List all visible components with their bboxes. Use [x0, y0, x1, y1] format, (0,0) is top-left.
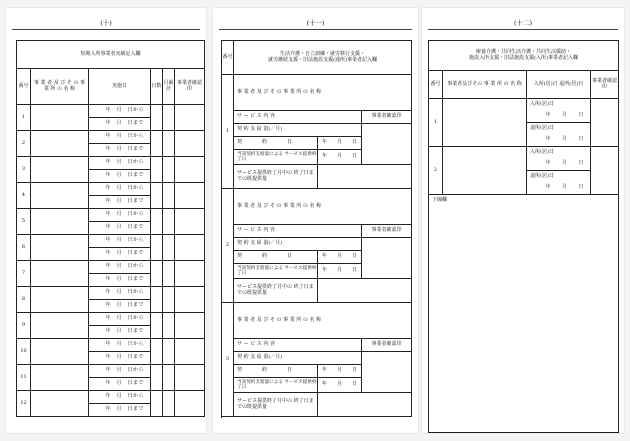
- days-cell[interactable]: [151, 131, 163, 157]
- seal-label: 事業者確認印: [362, 225, 412, 238]
- days-cell[interactable]: [151, 235, 163, 261]
- table-row: [17, 339, 205, 352]
- days-cell[interactable]: [151, 391, 163, 417]
- out-label: 退所(居)日: [527, 171, 591, 183]
- days-cell[interactable]: [151, 365, 163, 391]
- table-row: [17, 391, 205, 404]
- period-from: 年 月 日から: [89, 391, 151, 404]
- col-in-out: 入所(居)日 退所(居)日: [527, 71, 591, 99]
- leftover-cell[interactable]: [163, 287, 175, 313]
- panel-day-service: [213, 8, 418, 433]
- col-seal: 事業者確認印: [591, 71, 619, 99]
- divider: [428, 29, 618, 30]
- office-cell[interactable]: [31, 313, 89, 339]
- period-to: 年 月 日まで: [89, 196, 151, 209]
- seal-label: 事業者確認印: [362, 111, 412, 124]
- leftover-cell[interactable]: [163, 365, 175, 391]
- title-line-2: 施設入所支援・旧法施設支援(入所)事業者記入欄: [469, 54, 578, 61]
- out-date[interactable]: 年 月 日: [527, 183, 591, 195]
- period-from: 年 月 日から: [89, 287, 151, 300]
- seal-cell[interactable]: [591, 147, 619, 195]
- office-cell[interactable]: [31, 157, 89, 183]
- leftover-cell[interactable]: [163, 105, 175, 131]
- table-row: [17, 209, 205, 222]
- remaining-label: サービス提供終了月中の 終了日までの既提供量: [234, 393, 318, 417]
- end-date-value[interactable]: 年 月 日: [318, 150, 362, 165]
- col-seal: 事業者確認印: [175, 69, 205, 105]
- period-from: 年 月 日から: [89, 105, 151, 118]
- leftover-cell[interactable]: [163, 235, 175, 261]
- col-number: 番号: [17, 69, 31, 105]
- row-number: 1: [17, 105, 31, 131]
- leftover-cell[interactable]: [163, 313, 175, 339]
- seal-cell[interactable]: [362, 124, 412, 165]
- in-date[interactable]: 年 月 日: [527, 159, 591, 171]
- divider: [219, 29, 412, 30]
- period-to: 年 月 日まで: [89, 352, 151, 365]
- office-cell[interactable]: [31, 365, 89, 391]
- period-to: 年 月 日まで: [89, 248, 151, 261]
- leftover-cell[interactable]: [163, 209, 175, 235]
- remaining-row: [222, 393, 412, 417]
- period-from: 年 月 日から: [89, 209, 151, 222]
- table-row: [17, 313, 205, 326]
- col-days: 日数: [151, 69, 163, 105]
- end-date-value[interactable]: 年 月 日: [318, 264, 362, 279]
- seal-cell[interactable]: [175, 131, 205, 157]
- leftover-cell[interactable]: [163, 391, 175, 417]
- col-leftover: 月累計: [163, 69, 175, 105]
- seal-cell[interactable]: [175, 313, 205, 339]
- office-row: [222, 75, 412, 111]
- contract-date-label: 契 約 日: [234, 137, 318, 150]
- remaining-value[interactable]: [318, 393, 412, 417]
- row-number: 12: [17, 391, 31, 417]
- period-to: 年 月 日まで: [89, 404, 151, 417]
- period-from: 年 月 日から: [89, 261, 151, 274]
- seal-cell[interactable]: [175, 235, 205, 261]
- leftover-cell[interactable]: [163, 183, 175, 209]
- col-office: 事 業 者 及 び そ の 事 業 所 の 名 称: [31, 69, 89, 105]
- service-label: サ ー ビ ス 内 容: [234, 111, 362, 124]
- contract-row: [222, 352, 412, 365]
- in-label: 入所(居)日: [527, 99, 591, 111]
- col-period: 実施日: [89, 69, 151, 105]
- panel-number: (十二): [513, 19, 533, 27]
- contract-row: [222, 124, 412, 137]
- contract-label: 契 約 支 給 量(／月): [234, 352, 362, 365]
- row-number: 2: [17, 131, 31, 157]
- in-label-row: [429, 147, 619, 159]
- seal-cell[interactable]: [175, 365, 205, 391]
- days-cell[interactable]: [151, 105, 163, 131]
- service-label: サ ー ビ ス 内 容: [234, 339, 362, 352]
- period-from: 年 月 日から: [89, 313, 151, 326]
- service-row: [222, 339, 412, 352]
- title-line-2: 就労継続支援・旧法施設支援(通所)事業者記入欄: [268, 56, 377, 63]
- block-number: 1: [429, 99, 443, 147]
- row-number: 9: [17, 313, 31, 339]
- remaining-value[interactable]: [318, 165, 412, 189]
- notes-area: [429, 195, 619, 433]
- seal-cell[interactable]: [175, 105, 205, 131]
- office-cell[interactable]: [31, 209, 89, 235]
- contract-date-value[interactable]: 年 月 日: [318, 251, 362, 264]
- office-label: 事 業 者 及 び そ の 事 業 所 の 名 称: [234, 75, 412, 111]
- office-label: 事 業 者 及 び そ の 事 業 所 の 名 称: [234, 303, 412, 339]
- contract-label: 契 約 支 給 量(／月): [234, 124, 362, 137]
- row-number: 8: [17, 287, 31, 313]
- out-date[interactable]: 年 月 日: [527, 135, 591, 147]
- block-number: 1: [222, 75, 234, 189]
- panel-number: (十): [100, 19, 112, 27]
- seal-cell[interactable]: [175, 287, 205, 313]
- in-date[interactable]: 年 月 日: [527, 111, 591, 123]
- col-number: 番号: [429, 71, 443, 99]
- period-to: 年 月 日まで: [89, 378, 151, 391]
- days-cell[interactable]: [151, 209, 163, 235]
- end-date-value[interactable]: 年 月 日: [318, 378, 362, 393]
- end-date-label: 当該契約支給量による サービス提供終了日: [234, 378, 318, 393]
- block-number: 2: [222, 189, 234, 303]
- contract-row: [222, 238, 412, 251]
- remaining-row: [222, 279, 412, 303]
- seal-cell[interactable]: [362, 352, 412, 393]
- contract-label: 契 約 支 給 量(／月): [234, 238, 362, 251]
- panel-short-stay: [6, 8, 206, 433]
- leftover-cell[interactable]: [163, 261, 175, 287]
- out-label: 退所(居)日: [527, 123, 591, 135]
- table-row: [17, 235, 205, 248]
- seal-cell[interactable]: [175, 209, 205, 235]
- remaining-label: サービス提供終了月中の 終了日までの既提供量: [234, 165, 318, 189]
- table-row: [17, 287, 205, 300]
- period-to: 年 月 日まで: [89, 170, 151, 183]
- period-from: 年 月 日から: [89, 183, 151, 196]
- days-cell[interactable]: [151, 287, 163, 313]
- contract-date-label: 契 約 日: [234, 251, 318, 264]
- days-cell[interactable]: [151, 157, 163, 183]
- period-from: 年 月 日から: [89, 131, 151, 144]
- period-from: 年 月 日から: [89, 235, 151, 248]
- table-row: [17, 261, 205, 274]
- row-number: 7: [17, 261, 31, 287]
- remaining-row: [222, 165, 412, 189]
- col-office: 事業者及びその 事 業 所 の 名 称: [443, 71, 527, 99]
- table-row: [17, 131, 205, 144]
- days-cell[interactable]: [151, 339, 163, 365]
- office-cell[interactable]: [31, 391, 89, 417]
- row-number: 4: [17, 183, 31, 209]
- days-cell[interactable]: [151, 183, 163, 209]
- seal-cell[interactable]: [175, 339, 205, 365]
- period-to: 年 月 日まで: [89, 144, 151, 157]
- end-date-label: 当該契約支給量による サービス提供終了日: [234, 264, 318, 279]
- short-stay-title: 短期入所事業者実績記入欄: [17, 41, 205, 69]
- office-label: 事 業 者 及 び そ の 事 業 所 の 名 称: [234, 189, 412, 225]
- row-number: 6: [17, 235, 31, 261]
- contract-date-value[interactable]: 年 月 日: [318, 137, 362, 150]
- divider: [12, 29, 200, 30]
- day-service-table: [221, 40, 412, 417]
- contract-date-value[interactable]: 年 月 日: [318, 365, 362, 378]
- row-number: 3: [17, 157, 31, 183]
- period-to: 年 月 日まで: [89, 300, 151, 313]
- period-to: 年 月 日まで: [89, 274, 151, 287]
- day-service-title: [234, 41, 412, 75]
- office-cell[interactable]: [443, 147, 527, 195]
- office-row: [222, 303, 412, 339]
- table-row: [17, 157, 205, 170]
- block-number: 3: [222, 303, 234, 417]
- panel-number: (十一): [306, 19, 325, 27]
- period-to: 年 月 日まで: [89, 118, 151, 131]
- table-row: [17, 365, 205, 378]
- table-row: [17, 183, 205, 196]
- service-label: サ ー ビ ス 内 容: [234, 225, 362, 238]
- seal-cell[interactable]: [175, 157, 205, 183]
- title-line-1: 生活介護・自立訓練・就労移行支援・: [280, 50, 366, 57]
- seal-cell[interactable]: [175, 261, 205, 287]
- seal-label: 事業者確認印: [362, 339, 412, 352]
- notes-label: 下線欄: [432, 197, 448, 203]
- days-cell[interactable]: [151, 313, 163, 339]
- table-row: [17, 105, 205, 118]
- office-cell[interactable]: [31, 105, 89, 131]
- office-cell[interactable]: [31, 235, 89, 261]
- seal-cell[interactable]: [175, 391, 205, 417]
- service-row: [222, 225, 412, 238]
- leftover-cell[interactable]: [163, 131, 175, 157]
- period-to: 年 月 日まで: [89, 222, 151, 235]
- in-label: 入所(居)日: [527, 147, 591, 159]
- leftover-cell[interactable]: [163, 157, 175, 183]
- short-stay-table: [16, 40, 205, 417]
- end-date-label: 当該契約支給量による サービス提供終了日: [234, 150, 318, 165]
- office-cell[interactable]: [31, 339, 89, 365]
- remaining-value[interactable]: [318, 279, 412, 303]
- row-number: 10: [17, 339, 31, 365]
- period-to: 年 月 日まで: [89, 326, 151, 339]
- col-number: 番号: [222, 41, 234, 75]
- office-cell[interactable]: [31, 261, 89, 287]
- title-line-1: 療養介護・共同生活介護・共同生活援助・: [476, 48, 572, 55]
- in-label-row: [429, 99, 619, 111]
- row-number: 5: [17, 209, 31, 235]
- period-from: 年 月 日から: [89, 339, 151, 352]
- seal-cell[interactable]: [362, 238, 412, 279]
- office-cell[interactable]: [31, 183, 89, 209]
- residential-table: [428, 40, 619, 433]
- seal-cell[interactable]: [591, 99, 619, 147]
- office-cell[interactable]: [31, 287, 89, 313]
- period-from: 年 月 日から: [89, 157, 151, 170]
- period-from: 年 月 日から: [89, 365, 151, 378]
- days-cell[interactable]: [151, 261, 163, 287]
- office-row: [222, 189, 412, 225]
- office-cell[interactable]: [31, 131, 89, 157]
- contract-date-label: 契 約 日: [234, 365, 318, 378]
- seal-cell[interactable]: [175, 183, 205, 209]
- office-cell[interactable]: [443, 99, 527, 147]
- row-number: 11: [17, 365, 31, 391]
- panel-residential: [422, 8, 624, 433]
- residential-title: [429, 41, 619, 71]
- leftover-cell[interactable]: [163, 339, 175, 365]
- remaining-label: サービス提供終了月中の 終了日までの既提供量: [234, 279, 318, 303]
- service-row: [222, 111, 412, 124]
- block-number: 2: [429, 147, 443, 195]
